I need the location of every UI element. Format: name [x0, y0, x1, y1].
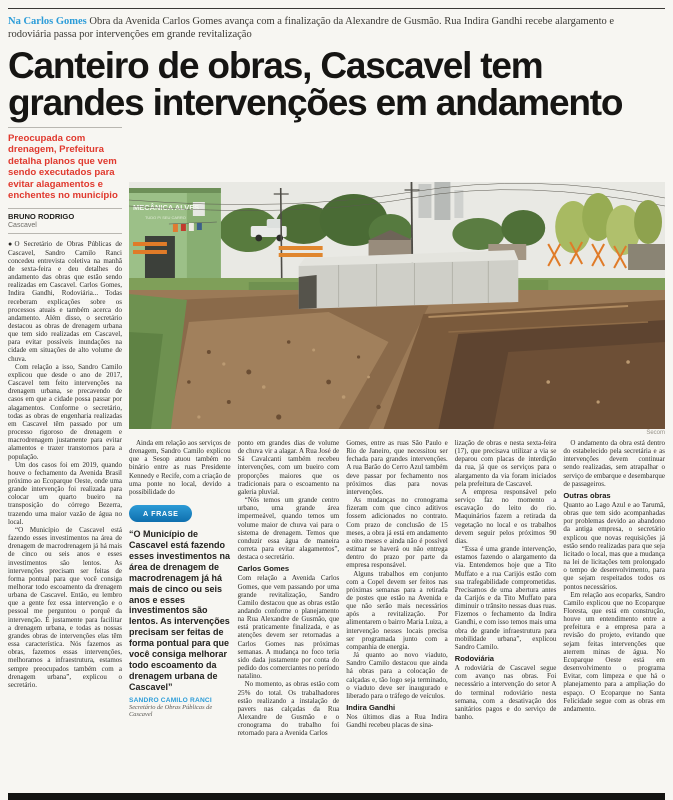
main-area [129, 125, 665, 737]
pull-quote: “O Município de Cascavel está fazendo esses investimentos na área de drenagem de macrodrenagem já há mais de cinco ou seis anos e esses investimentos são lentos. As intervenções precisam ser feitas de forma pontual para que você consiga melhorar todo escoamento da drenagem urbana de Cascavel” [129, 529, 231, 692]
paragraph: “Essa é uma grande intervenção, estamos fazendo o alargamento da via. Entendemos hoje que a Tito Muffato e a rua Carijós estão com sua trafegabilidade comprometidas. Precisamos de uma abertura antes da Carijós e da Tito Muffato para diminuir o trânsito nessas duas ruas. Fizemos o fechamento da Indira Gandhi, e com isso temos mais uma obra de grande infraestrutura para mobilidade urbana”, explicou Sandro Camilo. [454, 545, 557, 651]
columns-2-6 [129, 439, 665, 737]
subhead-rodoviaria: Rodoviária [454, 654, 495, 664]
paragraph: “O Município de Cascavel está fazendo esses investimentos na área de drenagem de macrodrenagem já há mais de cinco ou seis anos e esses investimentos são lentos. As intervenções precisam ser feitas de forma pontual para que você consiga melhorar todo escoamento da drenagem urbana de Cascavel. Então, eu lembro que a gente fez essa intervenção e o pessoal me perguntou o porquê da intervenção. É justamente para facilitar a drenagem urbana, e todas as nossas grandes obras de intervenções elas têm essa característica. Nós fazemos as obras, fazemos essas intervenções, melhoramos a infraestrutura, estamos sempre preocupados também com a drenagem urbana”, explicou o secretário. [8, 525, 122, 689]
column-2 [129, 439, 231, 737]
photo-credit: Secom [646, 430, 665, 436]
paragraph: ●O Secretário de Obras Públicas de Cascavel, Sandro Camilo Ranci concedeu entrevista coletiva na manhã de sexta-feira e deu detalhes do andamento das obras que estão sendo realizadas em Cascavel. Carlos Gomes, Indira Gandhi, Rodoviária... Todas receberam explicações sobre os processos atuais e também acerca do andamento. Além disso, o secretário destacou as obras de drenagem urbana que tem sido realizadas em Cascavel, para evitar possíveis inundações na cidade em situações de alto volume de chuva. [8, 240, 122, 363]
subhead-carlos-gomes: Carlos Gomes [237, 564, 290, 574]
mecanica-alves-sign: MECÂNICA ALVES [132, 202, 200, 213]
paragraph: Ainda em relação aos serviços de drenagem, Sandro Camilo explicou que a Sesop atuou também no binário entre as ruas Presidente Kennedy e Recife, com a criação de uma ponte no local, devido a possibilidade do [129, 439, 231, 496]
a-frase-badge: A FRASE [129, 505, 192, 522]
paragraph: A empresa responsável pelo serviço faz no momento a escavação do leito do rio. Maquinários fazem a retirada da vegetação no local e os trabalhos devem seguir pelos próximos 90 dias. [454, 487, 557, 545]
paragraph: Com relação a Avenida Carlos Gomes, que vem passando por uma grande revitalização, Sandro Camilo destacou que as obras estão andando conforme o planejamento na Rua Alexandre de Gusmão, que está praticamente finalizada, e as atenções devem ser retornadas a Carlos Gomes nas próximas semanas. A mudança no foco teria sido dada justamente por conta do pedido dos comerciantes no período natalino. [237, 574, 340, 681]
byline-place: Cascavel [8, 222, 37, 230]
construction-photo [129, 182, 665, 429]
paragraph: Alguns trabalhos em conjunto com a Copel devem ser feitos nas próximas semanas para a retirada de postes que estão na Avenida e que não serão mais necessários após a revitalização. Por alimentarem o bairro Maria Luiza, a intervenção nesses locais precisa ser programada junto com a companhia de energia. [346, 569, 448, 651]
paragraph: Em relação aos ecoparks, Sandro Camilo explicou que no Ecoparque Floresta, que está em construção, houve um entendimento entre a prefeitura e a empresa para a revisão do projeto, evitando que sejam feitas intervenções que aterrem minas de água. No Ecoparque Oeste está em desenvolvimento o programa Evitar, com limpeza e que há o planejamento para a ampliação do espaço. O Ecoparque no Santa Felicidade segue com as obras em andamento. [563, 590, 665, 713]
paragraph: lização de obras e nesta sexta-feira (17), que precisava utilizar a via se deparou com placas de interdição da rua, já que os serviços para o alargamento da via foram iniciados pela prefeitura de Cascavel. [454, 439, 557, 488]
bottom-section-rule [8, 793, 665, 800]
paragraph: ponto em grandes dias de volume de chuva vir a alagar. A Rua José de Sá Cavalcanti também recebeu intervenções, com um bueiro com proporções maiores que os tradicionais para o escoamento na galeria pluvial. [237, 439, 340, 496]
paragraph: Já quanto ao novo viaduto, Sandro Camilo destacou que ainda há obras para a colocação de calçadas e, tão logo seja terminado, o viaduto deve ser inaugurado e liberado para o tráfego de veículos. [346, 651, 448, 700]
subhead-indira-gandhi: Indira Gandhi [346, 703, 396, 712]
pull-quote-role: Secretário de Obras Públicas de Cascavel [129, 703, 213, 719]
column-4 [346, 439, 448, 737]
paragraph: No momento, as obras estão com 25% do total. Os trabalhadores estão realizando a instalação de pavers nas calçadas da Rua Alexandre de Gusmão e o cronograma do trabalho foi retornado para a Avenida Carlos [237, 680, 340, 738]
paragraph: “Nós temos um grande centro urbano, uma grande área impermeável, quando temos um volume maior de chuva vai para o sistema de drenagem. Temos que conduzir essa água de maneira correta para evitar alagamentos”, destaca o secretário. [237, 496, 340, 562]
deck-summary: Preocupada com drenagem, Prefeitura detalha planos que vem sendo executados para evitar alagamentos e enchentes no município [8, 133, 118, 202]
byline-author: BRUNO RODRIGO [8, 212, 75, 222]
page-title: Canteiro de obras, Cascavel tem grandes intervenções em andamento [8, 45, 623, 123]
column-5 [455, 439, 557, 737]
pull-quote-author: SANDRO CAMILO RANCI [129, 696, 212, 704]
paragraph: A rodoviária de Cascavel segue com avanço nas obras. Foi necessário a intervenção do setor A do terminal rodoviário nesta semana, com a desativação dos sanitários pagos e do serviço de banho. [454, 664, 557, 721]
paragraph: O andamento da obra está dentro do estabelecido pela secretária e as intervenções devem continuar sendo realizadas, sem atrapalhar o serviço de embarque e desembarque de passageiros. [563, 439, 665, 488]
column-6 [563, 439, 665, 737]
paragraph: As mudanças no cronograma fizeram com que cinco aditivos fossem adicionados no contrato. Com prazo de conclusão de 15 meses, a obra já está em andamento a oito meses e ainda não é possível estimar se haverá ou não entrega dentro do prazo por parte da empresa responsável. [346, 496, 448, 570]
column-3 [238, 439, 340, 737]
article-body [8, 125, 665, 737]
top-rule [8, 8, 665, 9]
kicker-tag: Na Carlos Gomes [8, 16, 87, 27]
byline [8, 208, 122, 234]
kicker [8, 15, 648, 41]
paragraph: Nos últimos dias a Rua Indira Gandhi recebeu placas de sina- [346, 713, 448, 730]
paragraph: Quanto ao Lago Azul e ao Tarumã, obras que tem sido acompanhadas por problemas devido ao abandono da antiga empresa, o secretário explicou que novas requisições já estão sendo realizadas para que seja licitado o local, mas que a mudança na lei de licitações tem prolongado o tempo de desenvolvimento, para que sejam respeitados todos os pontos necessários. [563, 500, 665, 591]
paragraph: Um dos casos foi em 2019, quando houve o fechamento da Avenida Brasil próximo ao Ecoparque Oeste, onde uma grande intervenção foi realizada para colocar um quarto bueiro na transposição do córrego Bezerra, trazendo uma maior vazão de água no local. [8, 460, 122, 526]
kicker-text: Obra da Avenida Carlos Gomes avança com a finalização da Alexandre de Gusmão. Rua Indira Gandhi recebe alargamento e rodoviária passa por intervenções em grande revitalização [8, 16, 615, 40]
deck-rule-top [8, 127, 122, 128]
column-1 [8, 125, 122, 737]
paragraph: Gomes, entre as ruas São Paulo e Rio de Janeiro, que necessitou ser fechada para grandes intervenções. A rua Barão do Cerro Azul também deve passar por fechamento nos próximos dias para novas intervenções. [346, 439, 448, 496]
svg-text:TUDO P/ SEU CARRO: TUDO P/ SEU CARRO [144, 214, 186, 221]
subhead-outras-obras: Outras obras [563, 490, 611, 500]
construction-photo-illustration [129, 182, 665, 429]
paragraph: Com relação a isso, Sandro Camilo explicou que desde o ano de 2017, Cascavel tem feito intervenções na drenagem urbana, se precavendo de casos em que a cidade possa passar por alagamentos. Conforme o secretário, todas as obras de engenharia realizadas em Cascavel têm passado por um processo rigoroso de drenagem e macrodrenagem justamente para evitar alamentos e trazer transtornos para a população. [8, 362, 122, 461]
